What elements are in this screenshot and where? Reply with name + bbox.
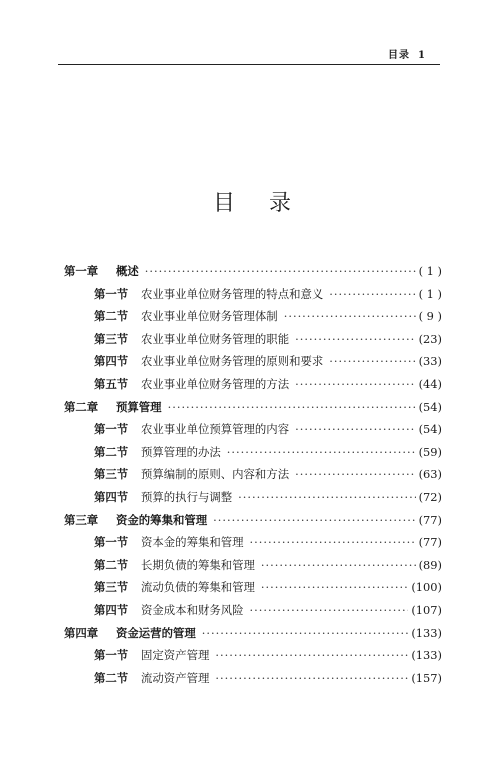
toc-entry-label bbox=[94, 488, 232, 506]
leader-dots bbox=[329, 285, 415, 303]
section-page: (107) bbox=[411, 603, 442, 617]
section-page: (23) bbox=[418, 332, 442, 346]
section-title: 预算编制的原则、内容和方法 bbox=[141, 467, 290, 481]
toc-entry-label bbox=[94, 578, 255, 596]
toc-section-entry bbox=[94, 533, 442, 551]
toc-entry-label bbox=[94, 669, 209, 687]
section-number: 第二节 bbox=[94, 671, 129, 685]
section-number: 第四节 bbox=[94, 490, 129, 504]
toc-section-entry bbox=[94, 443, 442, 461]
toc-section-entry bbox=[94, 375, 442, 393]
toc-entry-label bbox=[94, 352, 323, 370]
section-title: 农业事业单位财务管理的方法 bbox=[141, 377, 290, 391]
leader-dots bbox=[295, 420, 416, 438]
toc-section-entry bbox=[94, 556, 442, 574]
title-char-1: 目 bbox=[212, 191, 235, 216]
chapter-page: (133) bbox=[411, 626, 442, 640]
toc-section-entry bbox=[94, 285, 442, 303]
chapter-page: (54) bbox=[418, 400, 442, 414]
section-page: (133) bbox=[411, 648, 442, 662]
section-number: 第一节 bbox=[94, 422, 129, 436]
toc-entry-label bbox=[94, 533, 244, 551]
section-title: 固定资产管理 bbox=[141, 648, 210, 662]
chapter-title: 资金的筹集和管理 bbox=[116, 513, 208, 527]
toc-entry-label bbox=[94, 420, 289, 438]
toc-section-entry bbox=[94, 488, 442, 506]
section-title: 农业事业单位财务管理的原则和要求 bbox=[141, 354, 324, 368]
chapter-number: 第三章 bbox=[64, 513, 99, 527]
chapter-title: 预算管理 bbox=[116, 400, 162, 414]
section-page: (89) bbox=[418, 558, 442, 572]
toc-section-entry bbox=[94, 578, 442, 596]
section-number: 第三节 bbox=[94, 467, 129, 481]
toc-entry-label bbox=[94, 443, 221, 461]
leader-dots bbox=[250, 533, 416, 551]
toc-entry-label bbox=[94, 556, 255, 574]
toc-section-entry bbox=[94, 330, 442, 348]
section-page: ( 1 ) bbox=[418, 287, 442, 301]
leader-dots bbox=[202, 624, 409, 642]
section-title: 资本金的筹集和管理 bbox=[141, 535, 244, 549]
toc-chapter-entry bbox=[64, 262, 442, 280]
chapter-page: (77) bbox=[418, 513, 442, 527]
section-number: 第一节 bbox=[94, 287, 129, 301]
leader-dots bbox=[261, 578, 408, 596]
leader-dots bbox=[295, 465, 416, 483]
toc-section-entry bbox=[94, 307, 442, 325]
section-title: 流动负债的筹集和管理 bbox=[141, 580, 255, 594]
toc-section-entry bbox=[94, 352, 442, 370]
toc-entry-label bbox=[64, 398, 162, 416]
section-page: ( 9 ) bbox=[418, 309, 442, 323]
leader-dots bbox=[261, 556, 416, 574]
leader-dots bbox=[238, 488, 415, 506]
toc-chapter-entry bbox=[64, 511, 442, 529]
section-page: (63) bbox=[418, 467, 442, 481]
toc-section-entry bbox=[94, 465, 442, 483]
section-title: 农业事业单位财务管理的特点和意义 bbox=[141, 287, 324, 301]
chapter-number: 第四章 bbox=[64, 626, 99, 640]
leader-dots bbox=[215, 646, 408, 664]
toc-section-entry bbox=[94, 669, 442, 687]
toc-section-entry bbox=[94, 420, 442, 438]
section-number: 第三节 bbox=[94, 580, 129, 594]
section-page: (44) bbox=[418, 377, 442, 391]
leader-dots bbox=[227, 443, 416, 461]
section-title: 预算的执行与调整 bbox=[141, 490, 233, 504]
toc-entry-label bbox=[94, 307, 278, 325]
toc-entry-label bbox=[94, 375, 289, 393]
section-number: 第五节 bbox=[94, 377, 129, 391]
toc-entry-label bbox=[94, 646, 209, 664]
toc-chapter-entry bbox=[64, 624, 442, 642]
toc-section-entry bbox=[94, 601, 442, 619]
chapter-number: 第一章 bbox=[64, 264, 99, 278]
section-title: 资金成本和财务风险 bbox=[141, 603, 244, 617]
section-number: 第四节 bbox=[94, 354, 129, 368]
toc-entry-label bbox=[64, 262, 139, 280]
chapter-number: 第二章 bbox=[64, 400, 99, 414]
leader-dots bbox=[250, 601, 409, 619]
chapter-title: 资金运营的管理 bbox=[116, 626, 196, 640]
section-page: (33) bbox=[418, 354, 442, 368]
page-number: 1 bbox=[418, 50, 426, 61]
section-title: 流动资产管理 bbox=[141, 671, 210, 685]
toc-entry-label bbox=[64, 624, 196, 642]
section-title: 农业事业单位预算管理的内容 bbox=[141, 422, 290, 436]
toc-entry-label bbox=[94, 285, 323, 303]
section-page: (100) bbox=[411, 580, 442, 594]
leader-dots bbox=[295, 375, 416, 393]
section-page: (157) bbox=[411, 671, 442, 685]
toc-entry-label bbox=[94, 465, 289, 483]
title-char-2: 录 bbox=[269, 191, 292, 216]
toc-chapter-entry bbox=[64, 398, 442, 416]
chapter-title: 概述 bbox=[116, 264, 139, 278]
section-number: 第二节 bbox=[94, 445, 129, 459]
section-page: (54) bbox=[418, 422, 442, 436]
toc-entry-label bbox=[94, 601, 244, 619]
section-number: 第一节 bbox=[94, 648, 129, 662]
section-number: 第四节 bbox=[94, 603, 129, 617]
toc-entry-label bbox=[94, 330, 289, 348]
leader-dots bbox=[284, 307, 416, 325]
section-title: 长期负债的筹集和管理 bbox=[141, 558, 255, 572]
section-title: 农业事业单位财务管理体制 bbox=[141, 309, 278, 323]
section-title: 农业事业单位财务管理的职能 bbox=[141, 332, 290, 346]
running-head-label: 目录 bbox=[388, 50, 411, 61]
section-page: (72) bbox=[418, 490, 442, 504]
section-number: 第二节 bbox=[94, 309, 129, 323]
section-number: 第二节 bbox=[94, 558, 129, 572]
leader-dots bbox=[295, 330, 416, 348]
leader-dots bbox=[329, 352, 415, 370]
section-page: (59) bbox=[418, 445, 442, 459]
section-number: 第一节 bbox=[94, 535, 129, 549]
section-page: (77) bbox=[418, 535, 442, 549]
leader-dots bbox=[168, 398, 416, 416]
leader-dots bbox=[215, 669, 408, 687]
toc-section-entry bbox=[94, 646, 442, 664]
chapter-page: ( 1 ) bbox=[418, 264, 442, 278]
section-number: 第三节 bbox=[94, 332, 129, 346]
leader-dots bbox=[213, 511, 415, 529]
section-title: 预算管理的办法 bbox=[141, 445, 221, 459]
leader-dots bbox=[145, 262, 416, 280]
toc-entry-label bbox=[64, 511, 207, 529]
